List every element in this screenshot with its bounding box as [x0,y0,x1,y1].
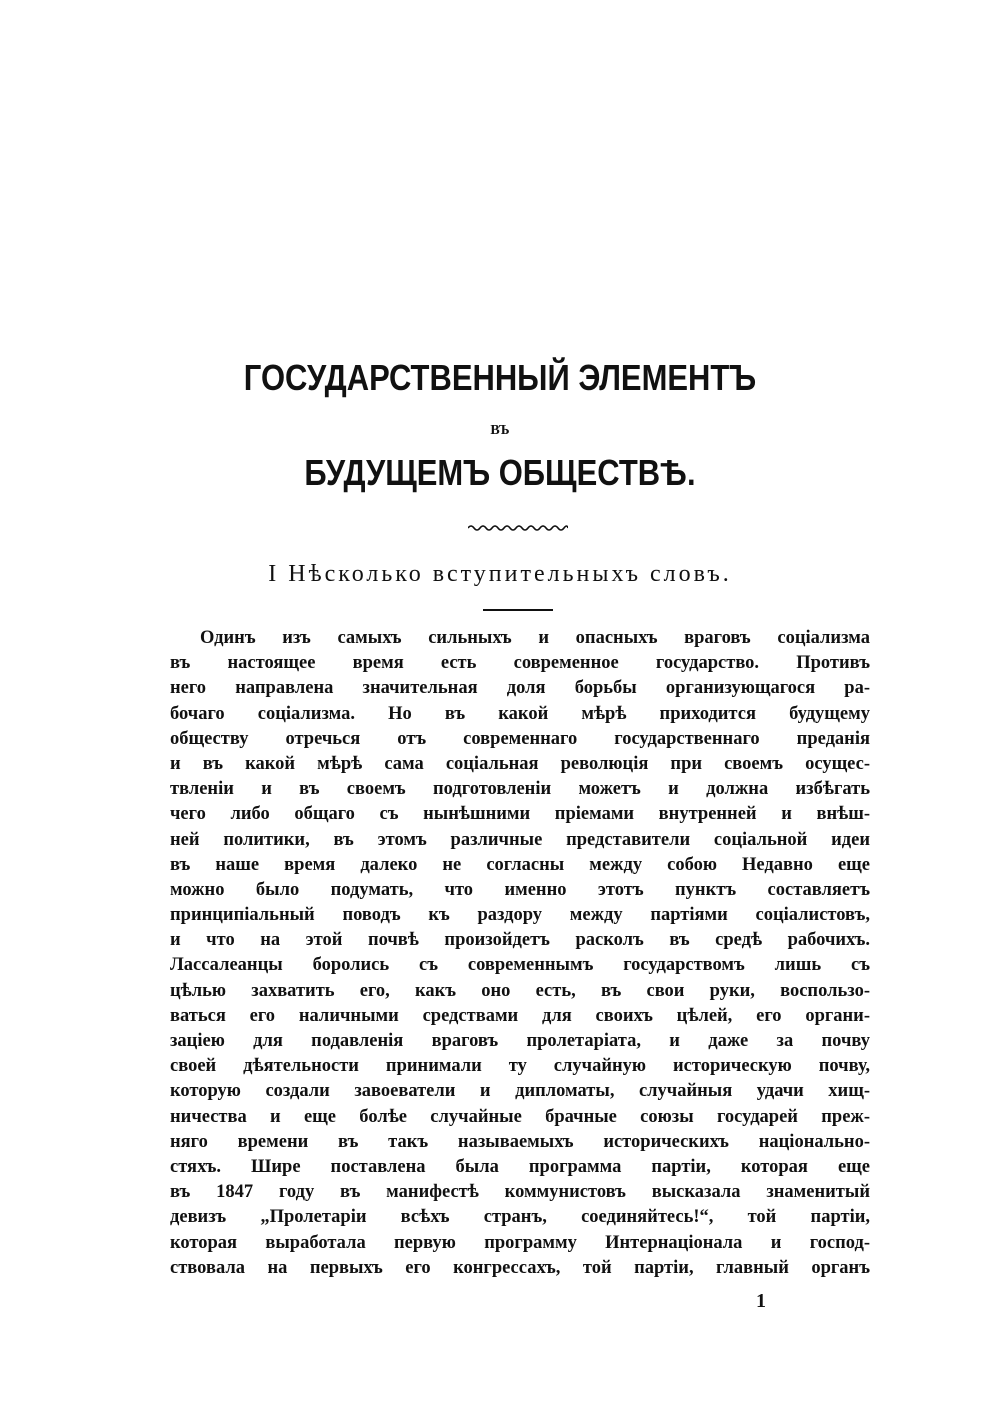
body-line: чего либо общаго съ нынѣшними пріемами внутренней и внѣш- [170,804,870,825]
body-line: твленіи и въ своемъ подготовленіи можетъ и должна избѣгать [170,779,870,800]
body-line: ней политики, въ этомъ различные представители соціальной идеи [170,829,870,850]
body-line: няго времени въ такъ называемыхъ историческихъ національно- [170,1131,870,1152]
body-line: ствовала на первыхъ его конгрессахъ, той партіи, главный органъ [170,1257,870,1278]
body-line: которая выработала первую программу Интернаціонала и господ- [170,1232,870,1253]
body-line: ваться его наличными средствами для своихъ цѣлей, его органи- [170,1005,870,1026]
body-line: своей дѣятельности принимали ту случайную историческую почву, [170,1056,870,1077]
section-heading: I Нѣсколько вступительныхъ словъ. [268,561,732,587]
body-line: ничества и еще болѣе случайные брачные союзы государей преж- [170,1106,870,1127]
body-line: Лассалеанцы боролись съ современнымъ государствомъ лишь съ [170,955,870,976]
page-number: 1 [756,1290,766,1312]
body-line: заціею для подавленія враговъ пролетаріата, и даже за почву [170,1031,870,1051]
body-line: которую создали завоеватели и дипломаты, случайныя удачи хищ- [170,1081,870,1102]
body-text [170,626,870,1281]
body-line: Одинъ изъ самыхъ сильныхъ и опасныхъ враговъ соціализма [200,628,870,648]
title-connector: ВЪ [490,423,510,438]
body-line: и въ какой мѣрѣ сама соціальная революція при своемъ осущес- [170,753,870,774]
body-line: цѣлью захватить его, какъ оно есть, въ свои руки, воспользо- [170,980,870,1001]
title-sub: БУДУЩЕМЪ ОБЩЕСТВѢ. [304,452,696,493]
body-line: въ 1847 году въ манифестѣ коммунистовъ высказала знаменитый [170,1182,870,1203]
body-line: бочаго соціализма. Но въ какой мѣрѣ приходится будущему [170,703,870,724]
body-line: въ настоящее время есть современное государство. Противъ [170,653,870,674]
body-line: девизъ „Пролетаріи всѣхъ странъ, соединяйтесь!“, той партіи, [170,1207,870,1228]
body-line: принципіальный поводъ къ раздору между партіями соціалистовъ, [170,905,870,926]
body-line: можно было подумать, что именно этотъ пунктъ составляетъ [170,879,870,900]
body-line: и что на этой почвѣ произойдетъ расколъ въ средѣ рабочихъ. [170,930,870,951]
heading-rule [483,609,553,611]
body-line: него направлена значительная доля борьбы организующагося ра- [170,678,870,699]
wavy-ornament-rule [468,522,568,534]
body-line: обществу отречься отъ современнаго государственнаго преданія [170,728,870,749]
title-main: ГОСУДАРСТВЕННЫЙ ЭЛЕМЕНТЪ [243,357,757,398]
body-line: въ наше время далеко не согласны между собою Недавно еще [170,854,870,875]
body-line: стяхъ. Шире поставлена была программа партіи, которая еще [170,1156,870,1177]
